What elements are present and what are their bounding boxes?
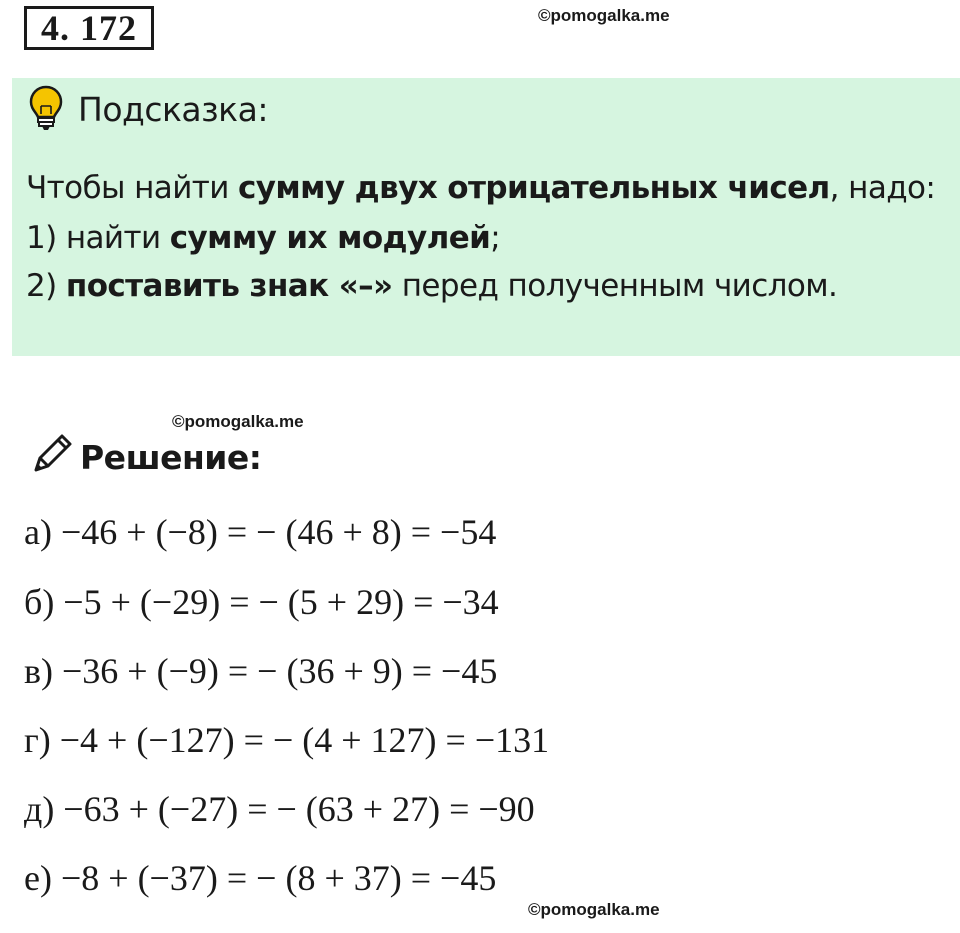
- hint-title: Подсказка:: [78, 90, 268, 129]
- watermark-middle: ©pomogalka.me: [172, 412, 304, 431]
- solution-line-g: г) −4 + (−127) = − (4 + 127) = −131: [24, 720, 550, 760]
- solution-line-e: е) −8 + (−37) = − (8 + 37) = −45: [24, 858, 497, 898]
- watermark-bottom: ©pomogalka.me: [528, 900, 660, 919]
- solution-line-v: в) −36 + (−9) = − (36 + 9) = −45: [24, 651, 498, 691]
- solution-line-d: д) −63 + (−27) = − (63 + 27) = −90: [24, 789, 535, 829]
- watermark-top: ©pomogalka.me: [538, 6, 670, 25]
- hint-line-2: 1) найти сумму их модулей;: [26, 220, 501, 256]
- hint-line-1: Чтобы найти сумму двух отрицательных чисел, надо:: [26, 170, 936, 206]
- hint-line-3: 2) поставить знак «–» перед полученным числом.: [26, 268, 838, 304]
- solution-line-a: а) −46 + (−8) = − (46 + 8) = −54: [24, 512, 497, 552]
- solution-line-b: б) −5 + (−29) = − (5 + 29) = −34: [24, 582, 499, 622]
- pencil-icon: [28, 430, 76, 478]
- solution-title: Решение:: [80, 438, 262, 477]
- problem-number: 4. 172: [24, 6, 154, 50]
- lightbulb-icon: [28, 84, 64, 132]
